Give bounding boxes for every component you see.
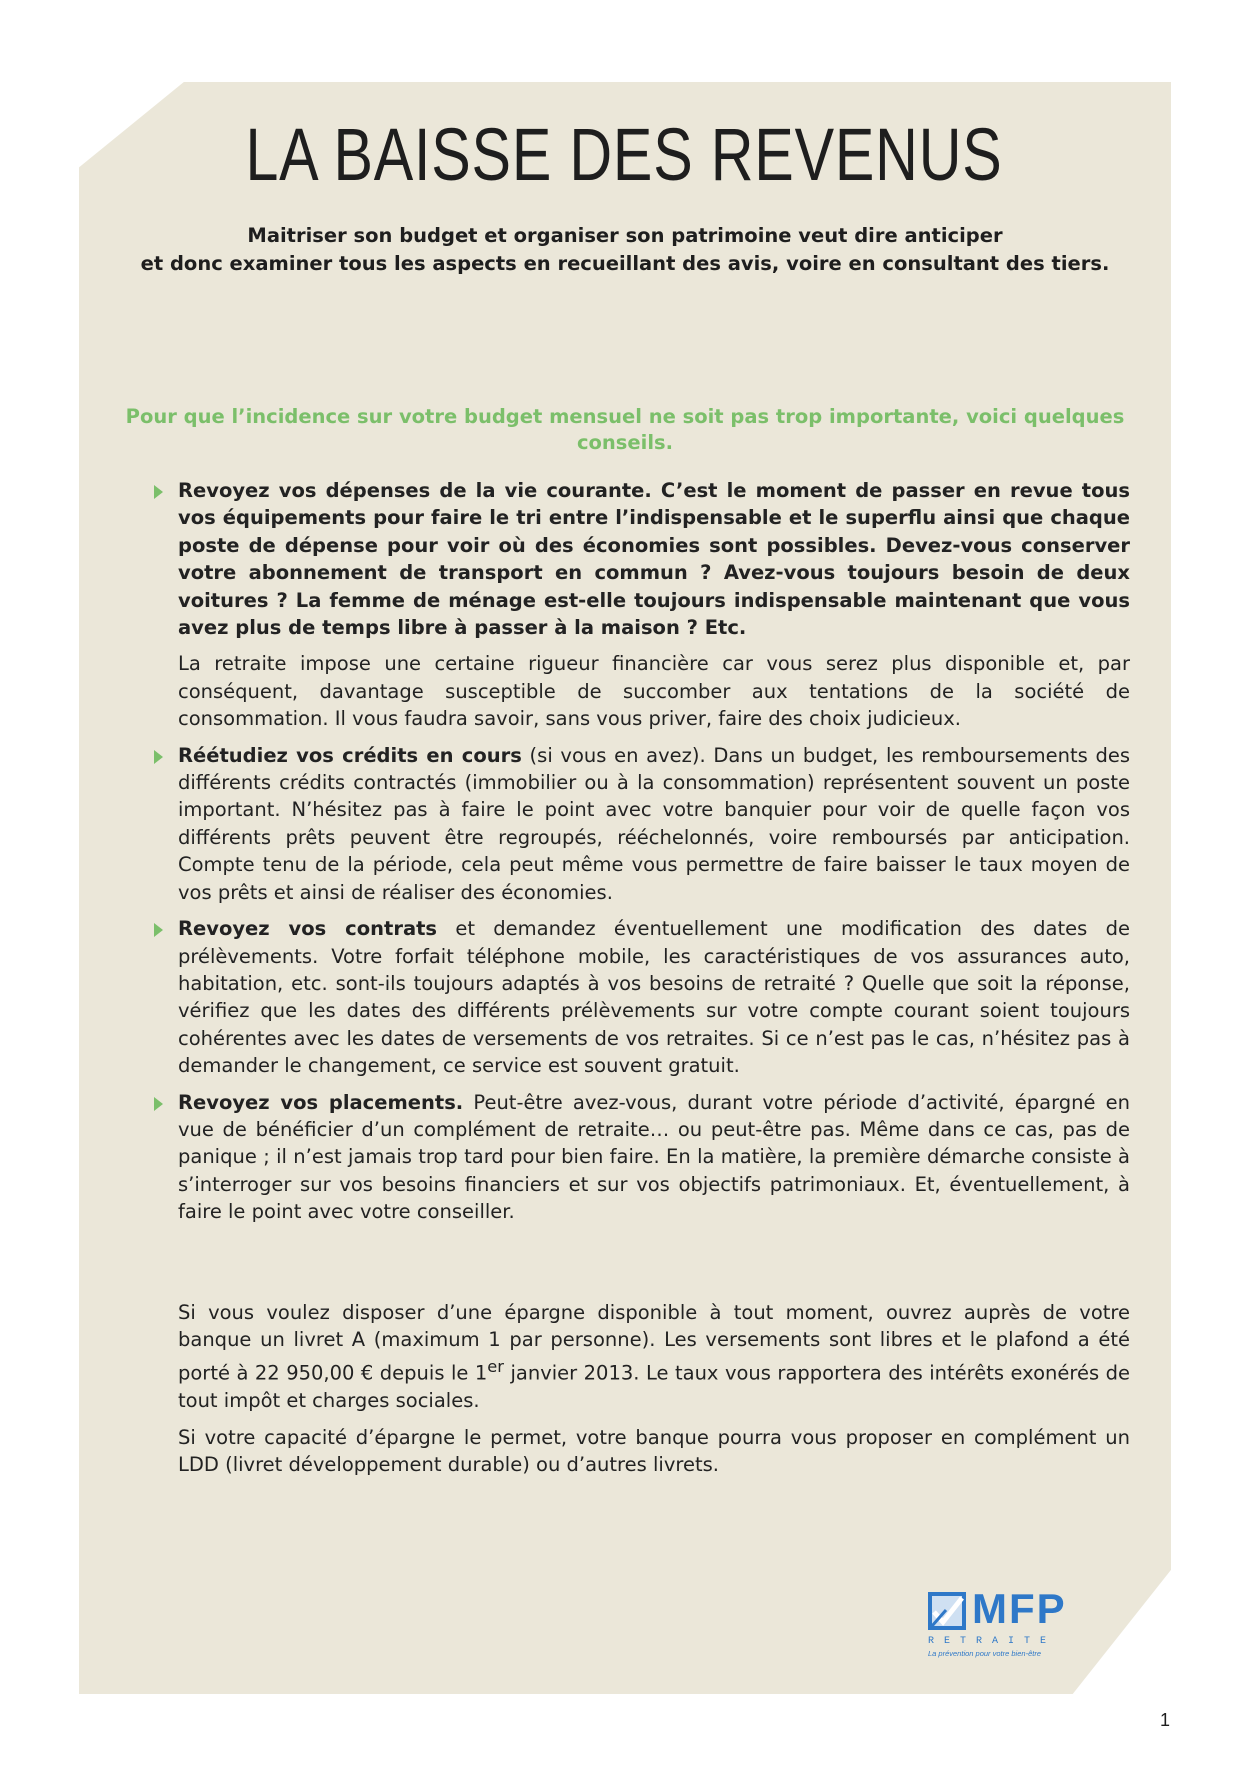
page-subtitle xyxy=(120,222,1130,278)
mfp-logo-mark-icon xyxy=(928,1592,966,1630)
tip-text: et demandez éventuellement une modification des dates de prélèvements. Votre forfait téléphone mobile, les caractéristiques de vos assurances auto, habitation, etc. sont-ils toujours adaptés à vos besoins de retraité ? Quelle que soit la réponse, vérifiez que les dates des différents prélèvements sur votre compte courant soient toujours cohérentes avec les dates de versements de vos retraites. Si ce n’est pas le cas, n’hésitez pas à demander le changement, ce service est souvent gratuit. xyxy=(178,917,1130,1078)
tip-bold: Réétudiez vos crédits en cours xyxy=(178,743,522,767)
tip-bold: Revoyez vos placements. xyxy=(178,1090,464,1114)
tip-item-expenses xyxy=(178,477,1130,641)
triangle-bullet-icon xyxy=(154,485,163,499)
mfp-logo xyxy=(928,1585,1078,1658)
tip-text: Peut-être avez-vous, durant votre période d’activité, épargné en vue de bénéficier d’un complément de retraite… ou peut-être pas. Même dans ce cas, pas de panique ; il n’est jamais trop tard pour bien faire. En la matière, la première démarche consiste à s’interroger sur vos besoins financiers et sur vos objectifs patrimoniaux. Et, éventuellement, à faire le point avec votre conseiller. xyxy=(178,1090,1130,1224)
superscript-er: er xyxy=(487,1357,504,1377)
livret-text-start: Si vous voulez disposer d’une épargne disponible à tout moment, ouvrez auprès de votre banque un livret A (maximum 1 par personne). Les versements sont libres et le plafond a été porté à 22 950,00 € depuis le 1 xyxy=(178,1300,1130,1385)
paragraph-rigueur: La retraite impose une certaine rigueur financière car vous serez plus disponible et, par conséquent, davantage susceptible de succomber aux tentations de la société de consommation. Il vous faudra savoir, sans vous priver, faire des choix judicieux. xyxy=(178,652,1130,731)
subtitle-line-1: Maitriser son budget et organiser son patrimoine veut dire anticiper xyxy=(247,224,1003,247)
tip-item-credits xyxy=(178,742,1130,906)
logo-subtitle: RETRAITE xyxy=(928,1636,1057,1647)
triangle-bullet-icon xyxy=(154,1097,163,1111)
livret-text-end: janvier 2013. Le taux vous rapportera des intérêts exonérés de tout impôt et charges sociales. xyxy=(178,1361,1130,1413)
tip-bold: Revoyez vos dépenses de la vie courante. C’est le moment de passer en revue tous vos équipements pour faire le tri entre l’indispensable et le superflu ainsi que chaque poste de dépense pour voir où des économies sont possibles. Devez-vous conserver votre abonnement de transport en commun ? Avez-vous toujours besoin de deux voitures ? La femme de ménage est-elle toujours indispensable maintenant que vous avez plus de temps libre à passer à la maison ? Etc. xyxy=(178,479,1130,640)
logo-name: MFP xyxy=(972,1585,1067,1632)
section-spacer xyxy=(178,1235,1130,1299)
page-title: LA BAISSE DES REVENUS xyxy=(245,113,1003,196)
page-number: 1 xyxy=(1160,1710,1171,1730)
tip-bold: Revoyez vos contrats xyxy=(178,917,438,941)
logo-tagline: La prévention pour votre bien-être xyxy=(928,1649,1041,1658)
subtitle-line-2: et donc examiner tous les aspects en recueillant des avis, voire en consultant des tiers. xyxy=(140,252,1110,275)
tip-item-contracts xyxy=(178,915,1130,1079)
triangle-bullet-icon xyxy=(154,923,163,937)
main-content xyxy=(178,477,1130,1488)
tip-item-investments xyxy=(178,1089,1130,1226)
intro-text: Pour que l’incidence sur votre budget mensuel ne soit pas trop importante, voici quelques conseils. xyxy=(125,405,1125,454)
triangle-bullet-icon xyxy=(154,750,163,764)
paragraph-livret-a xyxy=(178,1299,1130,1415)
tip-text: (si vous en avez). Dans un budget, les remboursements des différents crédits contractés (immobilier ou à la consommation) représentent souvent un poste important. N’hésitez pas à faire le point avec votre banquier pour voir de quelle façon vos différents prêts peuvent être regroupés, rééchelonnés, voire remboursés par anticipation. Compte tenu de la période, cela peut même vous permettre de faire baisser le taux moyen de vos prêts et ainsi de réaliser des économies. xyxy=(178,743,1131,904)
paragraph-ldd: Si votre capacité d’épargne le permet, votre banque pourra vous proposer en complément un LDD (livret développement durable) ou d’autres livrets. xyxy=(178,1425,1130,1477)
